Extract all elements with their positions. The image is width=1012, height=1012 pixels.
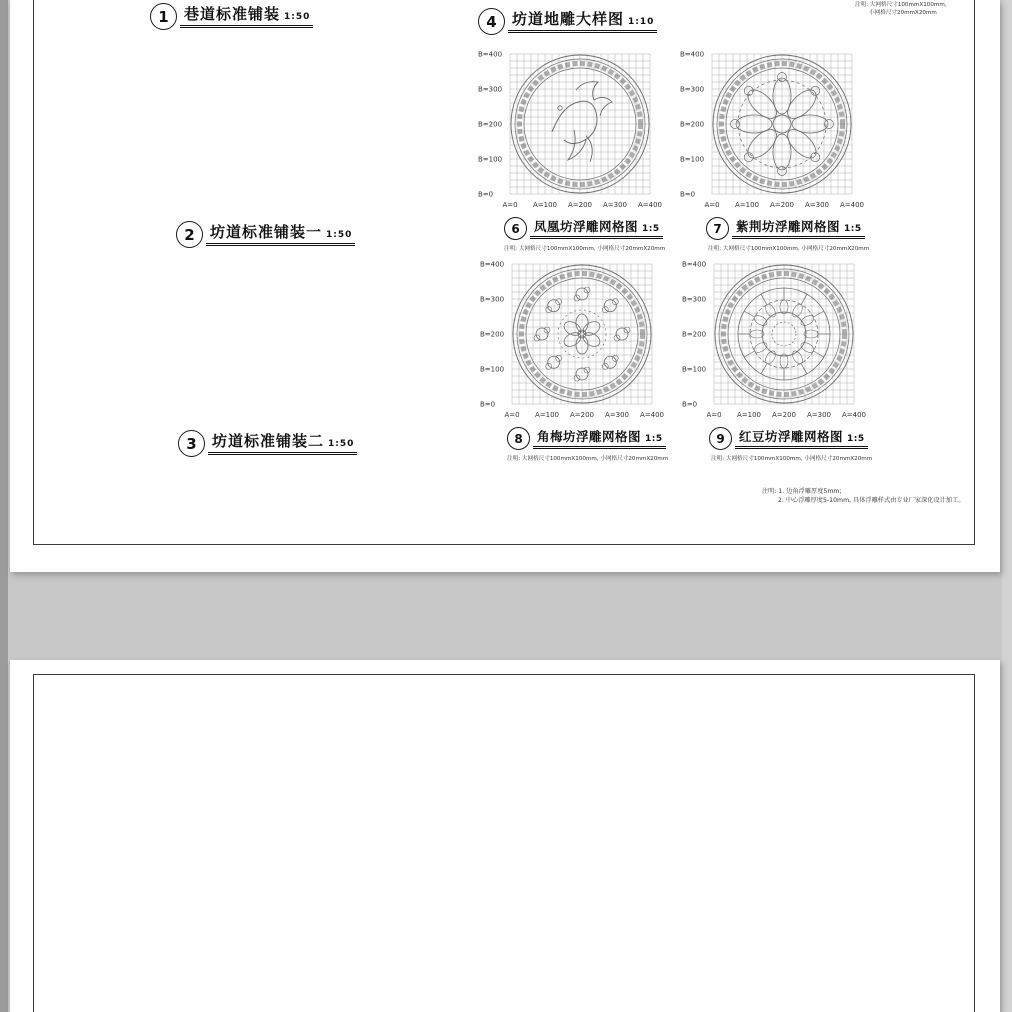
axis-label-a: A=200 xyxy=(569,411,595,419)
detail-title-text: 坊道标准铺装一 1:50 xyxy=(206,221,355,246)
axis-label-a: A=200 xyxy=(771,411,797,419)
axis-label-a: A=0 xyxy=(502,201,518,209)
axis-label-a: A=0 xyxy=(504,411,520,419)
detail-number: 3 xyxy=(178,430,205,457)
detail-scale: 1:50 xyxy=(328,439,355,449)
detail-number: 7 xyxy=(706,217,729,240)
detail-scale: 1:50 xyxy=(326,230,353,240)
detail-title-9 xyxy=(709,427,868,450)
sheet-top-paving-details xyxy=(10,0,1000,572)
sheet-frame xyxy=(33,674,975,1012)
axis-label-b: B=400 xyxy=(680,50,705,59)
axis-label-a: A=300 xyxy=(804,201,830,209)
axis-label-b: B=300 xyxy=(680,85,705,94)
axis-label-a: A=300 xyxy=(806,411,832,419)
relief-grid-diagram-hongdou xyxy=(680,260,880,422)
detail-title-7 xyxy=(706,217,865,240)
detail-title-2 xyxy=(176,221,355,248)
axis-label-a: A=400 xyxy=(637,201,663,209)
detail-title-text: 坊道标准铺装二 1:50 xyxy=(208,430,357,455)
detail-title-text: 巷道标准铺装 1:50 xyxy=(180,3,313,28)
axis-label-a: A=0 xyxy=(706,411,722,419)
axis-label-b: B=200 xyxy=(682,330,707,339)
axis-label-a: A=200 xyxy=(567,201,593,209)
detail-title-text: 红豆坊浮雕网格图 1:5 xyxy=(735,427,868,449)
grid-size-note: 注明: 大网格尺寸100mmX100mm, 小网格尺寸20mmX20mm xyxy=(507,456,669,462)
detail-title-3 xyxy=(178,430,357,457)
relief-grid-diagram-phoenix xyxy=(476,50,676,212)
axis-label-a: A=100 xyxy=(736,411,762,419)
window-edge-right xyxy=(1002,0,1012,1012)
axis-label-b: B=300 xyxy=(682,295,707,304)
axis-label-b: B=100 xyxy=(682,365,707,374)
detail-title-text: 凤凰坊浮雕网格图 1:5 xyxy=(530,217,663,239)
detail-title-1 xyxy=(150,3,313,30)
axis-label-b: B=0 xyxy=(480,400,496,409)
axis-label-b: B=100 xyxy=(480,365,505,374)
axis-label-a: A=400 xyxy=(639,411,665,419)
axis-label-b: B=400 xyxy=(478,50,503,59)
axis-label-b: B=200 xyxy=(680,120,705,129)
sheet-bottom-relief-panels xyxy=(10,660,1000,1012)
detail-title-8 xyxy=(507,427,666,450)
axis-label-b: B=100 xyxy=(680,155,705,164)
axis-label-b: B=400 xyxy=(480,260,505,269)
grid-size-note: 注明: 大网格尺寸100mmX100mm, 小网格尺寸20mmX20mm xyxy=(708,246,870,252)
axis-label-a: A=300 xyxy=(604,411,630,419)
axis-label-b: B=0 xyxy=(682,400,698,409)
detail-title-6 xyxy=(504,217,663,240)
axis-label-a: A=400 xyxy=(841,411,867,419)
detail-scale: 1:50 xyxy=(284,12,311,22)
detail-number: 9 xyxy=(709,427,732,450)
detail-title-text: 坊道地雕大样图 1:10 xyxy=(508,8,657,33)
axis-label-a: A=200 xyxy=(769,201,795,209)
axis-label-b: B=0 xyxy=(478,190,494,199)
axis-label-b: B=100 xyxy=(478,155,503,164)
axis-label-a: A=400 xyxy=(839,201,865,209)
detail-scale: 1:10 xyxy=(628,17,655,27)
window-edge-left xyxy=(0,0,8,1012)
axis-label-b: B=200 xyxy=(480,330,505,339)
detail-title-text: 角梅坊浮雕网格图 1:5 xyxy=(533,427,666,449)
relief-grid-diagram-bauhinia xyxy=(678,50,878,212)
axis-label-a: A=100 xyxy=(534,411,560,419)
detail-scale: 1:5 xyxy=(645,434,663,444)
axis-label-b: B=300 xyxy=(480,295,505,304)
grid-size-note: 注明: 大网格尺寸100mmX100mm, 小网格尺寸20mmX20mm xyxy=(504,246,666,252)
grid-size-note: 注明: 大网格尺寸100mmX100mm, 小网格尺寸20mmX20mm xyxy=(711,456,873,462)
detail-number: 4 xyxy=(478,8,505,35)
corner-note: 注明: 大网格尺寸100mmX100mm, 小网格尺寸20mmX20mm xyxy=(855,2,947,17)
detail-number: 1 xyxy=(150,3,177,30)
axis-label-a: A=100 xyxy=(532,201,558,209)
detail-scale: 1:5 xyxy=(844,224,862,234)
detail-title-text: 紫荆坊浮雕网格图 1:5 xyxy=(732,217,865,239)
detail-title-4 xyxy=(478,8,657,35)
detail-number: 8 xyxy=(507,427,530,450)
detail-scale: 1:5 xyxy=(847,434,865,444)
axis-label-a: A=300 xyxy=(602,201,628,209)
axis-label-a: A=0 xyxy=(704,201,720,209)
detail-number: 2 xyxy=(176,221,203,248)
axis-label-b: B=400 xyxy=(682,260,707,269)
detail-number: 6 xyxy=(504,217,527,240)
axis-label-b: B=200 xyxy=(478,120,503,129)
axis-label-b: B=0 xyxy=(680,190,696,199)
axis-label-a: A=100 xyxy=(734,201,760,209)
axis-label-b: B=300 xyxy=(478,85,503,94)
detail-scale: 1:5 xyxy=(642,224,660,234)
sheet-bottom-notes: 注明: 1. 边角浮雕厚度5mm; 2. 中心浮雕厚度5-10mm, 具体浮雕样式由专业厂家深化设计加工。 xyxy=(762,488,965,505)
relief-grid-diagram-plum xyxy=(478,260,678,422)
